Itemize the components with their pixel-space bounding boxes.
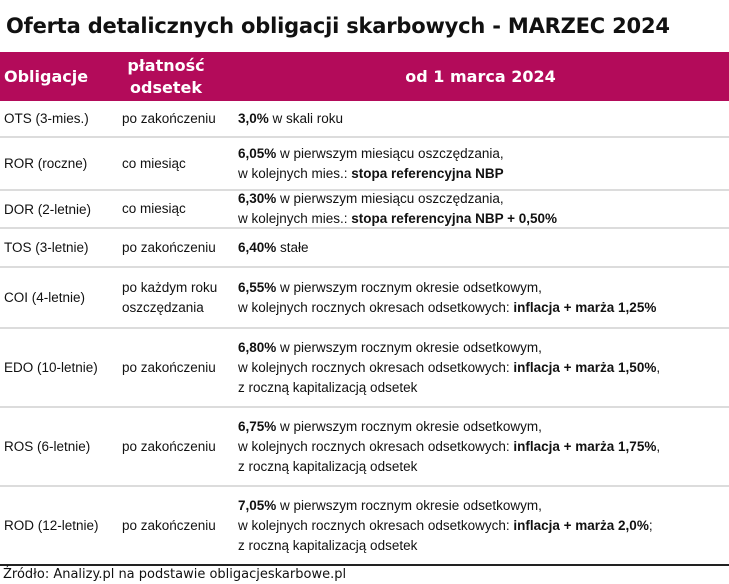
payment-cell bbox=[122, 268, 217, 327]
payment-cell bbox=[122, 191, 186, 227]
rate-cell bbox=[238, 487, 653, 564]
rate-text: w pierwszym rocznym okresie odsetkowym, bbox=[276, 497, 542, 513]
rate-line bbox=[238, 164, 504, 184]
payment-cell bbox=[122, 138, 186, 189]
rate-line bbox=[238, 109, 343, 129]
header-interest-payment-line1: płatność bbox=[127, 55, 205, 75]
rate-text: w kolejnych rocznych okresach odsetkowych: bbox=[238, 299, 514, 315]
rate-cell bbox=[238, 329, 660, 406]
bond-name: EDO (10-letnie) bbox=[4, 360, 98, 375]
rate-line bbox=[238, 536, 653, 556]
rate-text: z roczną kapitalizacją odsetek bbox=[238, 537, 418, 553]
payment-cell bbox=[122, 487, 216, 564]
header-rates: od 1 marca 2024 bbox=[405, 67, 556, 86]
rate-text: w pierwszym rocznym okresie odsetkowym, bbox=[276, 279, 542, 295]
rate-cell bbox=[238, 268, 656, 327]
rate-text: z roczną kapitalizacją odsetek bbox=[238, 379, 418, 395]
bond-name: OTS (3-mies.) bbox=[4, 111, 89, 126]
page-title: Oferta detalicznych obligacji skarbowych - MARZEC 2024 bbox=[6, 14, 670, 38]
header-interest-payment-line2: odsetek bbox=[130, 77, 202, 97]
rate-line bbox=[238, 209, 557, 229]
rate-cell bbox=[238, 408, 660, 485]
rate-line bbox=[238, 189, 557, 209]
rate-line bbox=[238, 358, 660, 378]
payment-text: po zakończeniu bbox=[122, 438, 216, 454]
rate-line bbox=[238, 298, 656, 318]
rate-formula: inflacja + marża 1,25% bbox=[513, 299, 657, 315]
rate-value: 7,05% bbox=[238, 497, 277, 513]
table-row bbox=[0, 329, 729, 408]
table-row bbox=[0, 191, 729, 229]
rate-value: 6,75% bbox=[238, 418, 277, 434]
rate-text: w kolejnych rocznych okresach odsetkowych: bbox=[238, 517, 514, 533]
bond-name: COI (4-letnie) bbox=[4, 290, 86, 305]
payment-cell bbox=[122, 408, 216, 485]
source-note: Źródło: Analizy.pl na podstawie obligacjeskarbowe.pl bbox=[3, 567, 347, 582]
rate-line bbox=[238, 437, 660, 457]
bond-name: ROD (12-letnie) bbox=[4, 518, 99, 533]
rate-text: w kolejnych mies.: bbox=[238, 211, 352, 226]
bond-name: ROS (6-letnie) bbox=[4, 439, 91, 454]
payment-text: co miesiąc bbox=[122, 201, 186, 216]
rate-formula: inflacja + marża 1,50% bbox=[513, 359, 657, 375]
payment-text: po zakończeniu bbox=[122, 110, 216, 126]
rate-formula: stopa referencyjna NBP bbox=[351, 165, 504, 181]
rate-text: w kolejnych mies.: bbox=[238, 165, 352, 181]
rate-value: 6,40% bbox=[238, 239, 277, 255]
rate-value: 6,05% bbox=[238, 145, 277, 161]
payment-text: po zakończeniu bbox=[122, 239, 216, 255]
rate-cell bbox=[238, 101, 343, 136]
rate-formula: stopa referencyjna NBP + 0,50% bbox=[351, 211, 558, 226]
rate-text: w kolejnych rocznych okresach odsetkowych: bbox=[238, 359, 514, 375]
table-row bbox=[0, 268, 729, 329]
rate-tail: ; bbox=[648, 517, 653, 533]
payment-text: po każdym roku bbox=[122, 279, 218, 295]
rate-text: z roczną kapitalizacją odsetek bbox=[238, 458, 418, 474]
rate-line bbox=[238, 144, 504, 164]
table-row bbox=[0, 487, 729, 566]
rate-cell bbox=[238, 229, 309, 266]
table-row bbox=[0, 138, 729, 191]
rate-line bbox=[238, 338, 660, 358]
table-header bbox=[0, 52, 729, 101]
rate-value: 6,55% bbox=[238, 279, 277, 295]
table-row bbox=[0, 229, 729, 268]
rate-text: w pierwszym rocznym okresie odsetkowym, bbox=[276, 418, 542, 434]
rate-tail: , bbox=[656, 438, 661, 454]
rate-cell bbox=[238, 138, 504, 189]
rate-formula: inflacja + marża 1,75% bbox=[513, 438, 657, 454]
rate-line bbox=[238, 278, 656, 298]
rate-line bbox=[238, 457, 660, 477]
payment-cell bbox=[122, 101, 216, 136]
rate-cell bbox=[238, 191, 557, 227]
table-row bbox=[0, 408, 729, 487]
rate-line bbox=[238, 496, 653, 516]
rate-text: stałe bbox=[276, 239, 309, 255]
payment-text: po zakończeniu bbox=[122, 517, 216, 533]
payment-cell bbox=[122, 329, 216, 406]
rate-text: w pierwszym miesiącu oszczędzania, bbox=[276, 145, 504, 161]
rate-text: w pierwszym rocznym okresie odsetkowym, bbox=[276, 339, 542, 355]
payment-text: po zakończeniu bbox=[122, 359, 216, 375]
rate-formula: inflacja + marża 2,0% bbox=[513, 517, 649, 533]
table-row bbox=[0, 101, 729, 138]
rate-line bbox=[238, 417, 660, 437]
rate-line bbox=[238, 516, 653, 536]
rate-value: 3,0% bbox=[238, 110, 269, 126]
payment-text: oszczędzania bbox=[122, 299, 204, 315]
rate-text: w skali roku bbox=[268, 110, 344, 126]
bond-name: ROR (roczne) bbox=[4, 156, 88, 171]
rate-line bbox=[238, 238, 309, 258]
header-interest-payment bbox=[110, 52, 222, 101]
rate-value: 6,30% bbox=[238, 191, 277, 206]
rate-text: w kolejnych rocznych okresach odsetkowych: bbox=[238, 438, 514, 454]
rate-line bbox=[238, 378, 660, 398]
bond-name: TOS (3-letnie) bbox=[4, 240, 89, 255]
rate-tail: , bbox=[656, 359, 661, 375]
bond-name: DOR (2-letnie) bbox=[4, 201, 92, 217]
rate-text: w pierwszym miesiącu oszczędzania, bbox=[276, 191, 504, 206]
payment-text: co miesiąc bbox=[122, 155, 186, 171]
payment-cell bbox=[122, 229, 216, 266]
header-bonds: Obligacje bbox=[4, 67, 89, 86]
rate-value: 6,80% bbox=[238, 339, 277, 355]
